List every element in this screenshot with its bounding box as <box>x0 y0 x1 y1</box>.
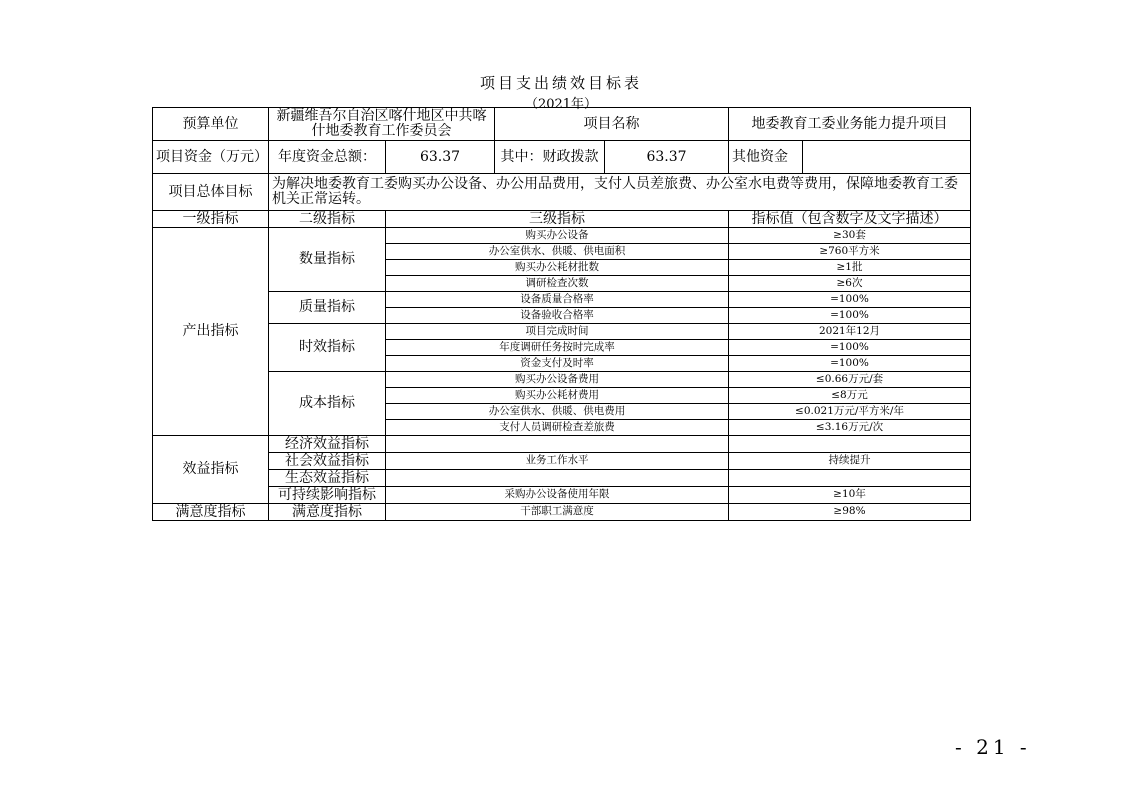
column-header-level1: 一级指标 <box>153 211 269 228</box>
cost-indicator-label: 成本指标 <box>269 372 386 436</box>
annual-total-value: 63.37 <box>386 141 495 174</box>
table-row <box>153 292 971 308</box>
table-row <box>153 504 971 521</box>
table-row <box>153 453 971 470</box>
indicator-name: 资金支付及时率 <box>386 356 729 372</box>
budget-unit-label: 预算单位 <box>153 108 269 141</box>
goal-label: 项目总体目标 <box>153 174 269 211</box>
indicator-value: =100% <box>729 340 971 356</box>
economic-benefit-label: 经济效益指标 <box>269 436 386 453</box>
indicator-value: 持续提升 <box>729 453 971 470</box>
indicator-value: ≥98% <box>729 504 971 521</box>
indicator-value: ≤0.66万元/套 <box>729 372 971 388</box>
funds-label: 项目资金（万元） <box>153 141 269 174</box>
indicator-name: 干部职工满意度 <box>386 504 729 521</box>
ecological-benefit-label: 生态效益指标 <box>269 470 386 487</box>
indicator-value <box>729 436 971 453</box>
indicator-value: ≥10年 <box>729 487 971 504</box>
indicator-name: 业务工作水平 <box>386 453 729 470</box>
social-benefit-label: 社会效益指标 <box>269 453 386 470</box>
indicator-name: 年度调研任务按时完成率 <box>386 340 729 356</box>
indicator-value: ≥760平方米 <box>729 244 971 260</box>
indicator-value <box>729 470 971 487</box>
indicator-value: ≥30套 <box>729 228 971 244</box>
indicator-name: 调研检查次数 <box>386 276 729 292</box>
quality-indicator-label: 质量指标 <box>269 292 386 324</box>
other-funds-label: 其他资金 <box>729 141 803 174</box>
table-row <box>153 470 971 487</box>
indicator-value: =100% <box>729 292 971 308</box>
table-year: （2021年） <box>524 97 598 112</box>
indicator-name <box>386 470 729 487</box>
fiscal-value: 63.37 <box>605 141 729 174</box>
row-funds <box>153 141 971 174</box>
indicator-name: 设备质量合格率 <box>386 292 729 308</box>
other-funds-value <box>803 141 971 174</box>
row-columns <box>153 211 971 228</box>
table-row <box>153 228 971 244</box>
project-name-label: 项目名称 <box>495 108 729 141</box>
indicator-name: 办公室供水、供暖、供电费用 <box>386 404 729 420</box>
satisfaction-sub-label: 满意度指标 <box>269 504 386 521</box>
row-budget-unit <box>153 108 971 141</box>
table-title: 项目支出绩效目标表 <box>479 74 642 92</box>
indicator-name: 购买办公设备费用 <box>386 372 729 388</box>
timeliness-indicator-label: 时效指标 <box>269 324 386 372</box>
benefit-indicator-label: 效益指标 <box>153 436 269 504</box>
row-goal <box>153 174 971 211</box>
indicator-value: ≥1批 <box>729 260 971 276</box>
indicator-value: ≤0.021万元/平方米/年 <box>729 404 971 420</box>
indicator-value: =100% <box>729 308 971 324</box>
indicator-name: 办公室供水、供暖、供电面积 <box>386 244 729 260</box>
sustainable-impact-label: 可持续影响指标 <box>269 487 386 504</box>
column-header-value: 指标值（包含数字及文字描述） <box>729 211 971 228</box>
table-row <box>153 324 971 340</box>
project-name-value: 地委教育工委业务能力提升项目 <box>729 108 971 141</box>
indicator-name: 购买办公耗材费用 <box>386 388 729 404</box>
output-indicator-label: 产出指标 <box>153 228 269 436</box>
table-row <box>153 487 971 504</box>
indicator-value: ≤3.16万元/次 <box>729 420 971 436</box>
column-header-level3: 三级指标 <box>386 211 729 228</box>
satisfaction-indicator-label: 满意度指标 <box>153 504 269 521</box>
table-row <box>153 372 971 388</box>
indicator-name <box>386 436 729 453</box>
indicator-value: ≥6次 <box>729 276 971 292</box>
budget-unit-value: 新疆维吾尔自治区喀什地区中共喀什地委教育工作委员会 <box>269 108 495 141</box>
page-number: - 21 - <box>955 735 1031 759</box>
indicator-name: 采购办公设备使用年限 <box>386 487 729 504</box>
performance-target-table <box>152 107 971 521</box>
quantity-indicator-label: 数量指标 <box>269 228 386 292</box>
indicator-value: ≤8万元 <box>729 388 971 404</box>
indicator-name: 设备验收合格率 <box>386 308 729 324</box>
indicator-value: 2021年12月 <box>729 324 971 340</box>
fiscal-label: 其中：财政拨款 <box>495 141 605 174</box>
indicator-name: 购买办公设备 <box>386 228 729 244</box>
table-row <box>153 436 971 453</box>
indicator-name: 支付人员调研检查差旅费 <box>386 420 729 436</box>
indicator-value: =100% <box>729 356 971 372</box>
indicator-name: 项目完成时间 <box>386 324 729 340</box>
column-header-level2: 二级指标 <box>269 211 386 228</box>
indicator-name: 购买办公耗材批数 <box>386 260 729 276</box>
goal-value: 为解决地委教育工委购买办公设备、办公用品费用，支付人员差旅费、办公室水电费等费用，保障地委教育工委机关正常运转。 <box>269 174 971 211</box>
annual-total-label: 年度资金总额： <box>269 141 386 174</box>
